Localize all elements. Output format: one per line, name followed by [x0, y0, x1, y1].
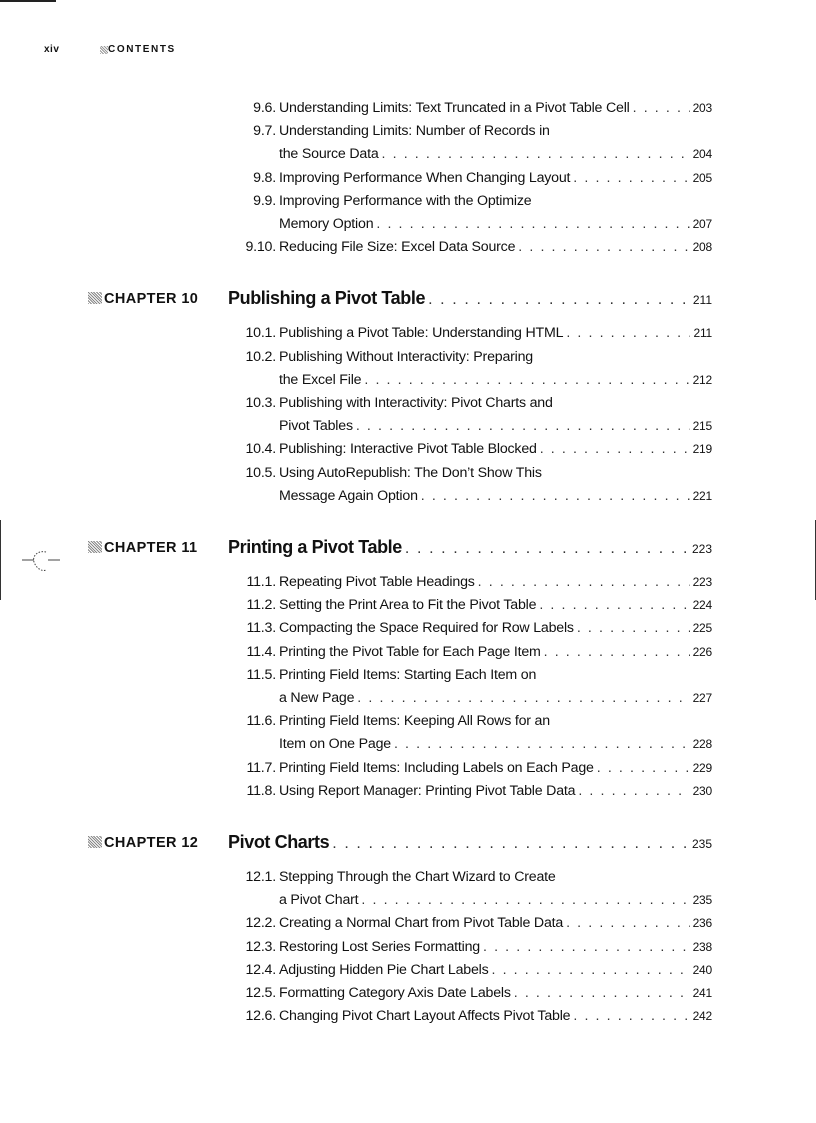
- running-head-label: CONTENTS: [108, 44, 176, 55]
- toc-entry-line: [279, 759, 712, 777]
- toc-entry-line: [279, 689, 712, 707]
- toc-entry-page: 225: [692, 621, 712, 636]
- toc-entry-line: [279, 348, 712, 366]
- toc-entry-line: [279, 961, 712, 979]
- toc-entry-number: 11.6.: [246, 713, 276, 730]
- toc-entry-title: Improving Performance with the Optimize: [279, 192, 532, 209]
- registration-mark-icon: [20, 548, 60, 578]
- toc-entry-page: 224: [692, 598, 712, 613]
- chapter-title-line: [228, 831, 712, 855]
- chapter-page: 211: [692, 293, 712, 308]
- toc-entry-title: Compacting the Space Required for Row Labels: [279, 620, 574, 637]
- toc-entry-line: [279, 666, 712, 684]
- toc-entry-page: 238: [692, 939, 712, 954]
- head-bullet-icon: [100, 46, 108, 54]
- chapter-bullet-icon: [88, 292, 102, 304]
- toc-entry-title: Message Again Option: [279, 487, 418, 504]
- page-folio: xiv: [44, 44, 60, 55]
- toc-entry-line: [279, 643, 712, 661]
- toc-entry-number: 10.1.: [245, 325, 276, 342]
- toc-entry-page: 242: [692, 1009, 712, 1024]
- toc-entry-line: [279, 371, 712, 389]
- dot-leader: [332, 833, 689, 855]
- toc-entry-title: a Pivot Chart: [279, 892, 359, 909]
- toc-entry-page: 203: [692, 101, 712, 115]
- toc-entry-line: [279, 417, 712, 435]
- dot-leader: [376, 215, 689, 233]
- toc-entry-page: 235: [692, 893, 712, 908]
- toc-entry-page: 241: [692, 986, 712, 1000]
- dot-leader: [518, 238, 689, 256]
- chapter-label-text: CHAPTER 11: [104, 540, 198, 556]
- toc-entry-number: 10.2.: [245, 348, 276, 365]
- toc-entry-number: 11.7.: [246, 759, 276, 776]
- toc-entry-title: Creating a Normal Chart from Pivot Table Data: [279, 915, 564, 932]
- toc-entry-title: Formatting Category Axis Date Labels: [279, 985, 511, 1001]
- chapter-label-text: CHAPTER 12: [104, 835, 199, 851]
- toc-entry-title: Adjusting Hidden Pie Chart Labels: [279, 961, 489, 978]
- dot-leader: [633, 99, 690, 117]
- toc-entry-line: [279, 324, 712, 342]
- toc-entry-line: [279, 596, 712, 614]
- toc-entry-title: Publishing: Interactive Pivot Table Blocked: [279, 441, 537, 458]
- toc-entry-title: Printing Field Items: Starting Each Item on: [279, 666, 537, 683]
- toc-entry-line: [279, 619, 712, 637]
- dot-leader: [514, 984, 690, 1002]
- toc-entry-page: 226: [692, 644, 712, 659]
- dot-leader: [544, 643, 690, 661]
- toc-entry-line: [279, 735, 712, 753]
- toc-entry-title: Stepping Through the Chart Wizard to Create: [279, 869, 556, 885]
- dot-leader: [573, 1007, 689, 1025]
- toc-entry-page: 228: [692, 737, 712, 752]
- toc-entry-page: 240: [692, 962, 712, 977]
- dot-leader: [566, 324, 690, 342]
- toc-entry-number: 12.2.: [245, 915, 276, 932]
- dot-leader: [382, 145, 690, 163]
- toc-entry-title: Restoring Lost Series Formatting: [279, 938, 480, 955]
- toc-entry-line: [279, 914, 712, 932]
- toc-entry-line: [279, 394, 712, 412]
- toc-entry-line: [279, 215, 712, 233]
- toc-entry-line: [279, 440, 712, 458]
- toc-entry-line: [279, 1007, 712, 1025]
- chapter-title: Printing a Pivot Table: [228, 537, 402, 557]
- toc-entry-number: 10.5.: [245, 464, 276, 481]
- toc-entry-page: 207: [692, 216, 712, 231]
- dot-leader: [405, 538, 689, 560]
- chapter-page: 223: [691, 542, 712, 556]
- chapter-label: [88, 833, 198, 853]
- toc-entry-title: Memory Option: [279, 215, 374, 232]
- dot-leader: [361, 891, 689, 909]
- toc-entry-page: 223: [692, 575, 712, 589]
- toc-entry-line: [279, 99, 712, 117]
- toc-entry-page: 229: [692, 760, 712, 775]
- chapter-bullet-icon: [88, 541, 102, 553]
- toc-entry-title: Understanding Limits: Text Truncated in a Pivot Table Cell: [279, 100, 630, 116]
- toc-entry-page: 215: [692, 419, 712, 434]
- dot-leader: [364, 371, 689, 389]
- toc-entry-page: 221: [692, 488, 712, 503]
- top-rule: [0, 0, 56, 2]
- toc-entry-title: Item on One Page: [279, 736, 391, 753]
- toc-entry-line: [279, 238, 712, 256]
- dot-leader: [577, 619, 690, 637]
- toc-entry-number: 11.3.: [246, 620, 276, 637]
- dot-leader: [540, 440, 690, 458]
- dot-leader: [597, 759, 690, 777]
- dot-leader: [478, 573, 690, 591]
- dot-leader: [421, 487, 690, 505]
- toc-entry-title: Publishing Without Interactivity: Preparing: [279, 348, 533, 365]
- toc-entry-line: [279, 984, 712, 1002]
- dot-leader: [394, 735, 690, 753]
- toc-entry-page: 219: [692, 442, 712, 457]
- toc-entry-title: Publishing a Pivot Table: Understanding HTML: [279, 325, 564, 342]
- toc-entry-page: 227: [692, 690, 712, 705]
- dot-leader: [428, 289, 690, 311]
- toc-entry-line: [279, 122, 712, 140]
- toc-entry-page: 208: [692, 240, 712, 255]
- dot-leader: [492, 961, 690, 979]
- toc-entry-title: a New Page: [279, 689, 355, 706]
- chapter-title: Publishing a Pivot Table: [228, 288, 426, 309]
- toc-entry-page: 230: [692, 783, 712, 798]
- dot-leader: [357, 689, 689, 707]
- toc-entry-line: [279, 938, 712, 956]
- chapter-title: Pivot Charts: [228, 832, 330, 852]
- chapter-bullet-icon: [88, 836, 102, 848]
- toc-entry-title: Using AutoRepublish: The Don’t Show This: [279, 464, 542, 481]
- toc-entry-line: [279, 169, 712, 187]
- toc-entry-page: 211: [693, 326, 712, 341]
- toc-entry-number: 12.6.: [245, 1008, 276, 1025]
- toc-entry-line: [279, 573, 712, 591]
- toc-entry-line: [279, 782, 712, 800]
- toc-entry-page: 212: [692, 372, 712, 387]
- toc-entry-title: Reducing File Size: Excel Data Source: [279, 239, 516, 256]
- toc-entry-number: 12.4.: [245, 961, 276, 978]
- toc-entry-number: 12.3.: [245, 938, 276, 955]
- chapter-title-line: [228, 536, 712, 560]
- toc-entry-number: 10.3.: [245, 395, 276, 411]
- toc-entry-page: 236: [692, 916, 712, 931]
- toc-entry-title: Pivot Tables: [279, 418, 353, 435]
- toc-entry-title: Understanding Limits: Number of Records in: [279, 123, 550, 140]
- toc-entry-number: 11.1.: [246, 574, 276, 590]
- dot-leader: [566, 914, 690, 932]
- toc-entry-page: 204: [692, 147, 712, 162]
- toc-entry-number: 9.6.: [253, 100, 276, 116]
- toc-entry-number: 9.8.: [253, 169, 276, 186]
- toc-entry-title: Printing the Pivot Table for Each Page Item: [279, 643, 541, 660]
- toc-entry-number: 11.2.: [246, 597, 276, 614]
- toc-entry-line: [279, 891, 712, 909]
- dot-leader: [573, 169, 689, 187]
- toc-entry-line: [279, 487, 712, 505]
- toc-entry-title: Printing Field Items: Including Labels on Each Page: [279, 759, 594, 776]
- toc-entry-title: Printing Field Items: Keeping All Rows for an: [279, 713, 550, 730]
- toc-entry-number: 9.7.: [253, 123, 276, 140]
- toc-entry-title: the Excel File: [279, 371, 362, 388]
- dot-leader: [483, 938, 690, 956]
- toc-entry-number: 9.10.: [245, 239, 276, 256]
- toc-entry-number: 11.8.: [246, 782, 276, 799]
- toc-entry-title: Setting the Print Area to Fit the Pivot Table: [279, 597, 537, 614]
- toc-entry-number: 12.1.: [245, 869, 276, 885]
- toc-entry-title: Improving Performance When Changing Layout: [279, 169, 571, 186]
- toc-entry-title: the Source Data: [279, 146, 379, 163]
- toc-entry-line: [279, 192, 712, 210]
- dot-leader: [539, 596, 689, 614]
- chapter-page: 235: [691, 837, 712, 851]
- toc-entry-title: Using Report Manager: Printing Pivot Table Data: [279, 782, 576, 799]
- toc-entry-line: [279, 464, 712, 482]
- chapter-label-text: CHAPTER 10: [104, 291, 199, 308]
- chapter-label: [88, 289, 198, 309]
- toc-entry-title: Changing Pivot Chart Layout Affects Pivot Table: [279, 1008, 571, 1025]
- toc-entry-number: 10.4.: [245, 441, 276, 458]
- chapter-title-line: [228, 287, 712, 311]
- dot-leader: [578, 782, 689, 800]
- crop-mark-left: [0, 520, 1, 600]
- toc-entry-line: [279, 712, 712, 730]
- toc-entry-line: [279, 868, 712, 886]
- chapter-label: [88, 538, 197, 558]
- toc-entry-number: 12.5.: [245, 985, 276, 1001]
- toc-entry-number: 9.9.: [253, 192, 276, 209]
- dot-leader: [356, 417, 690, 435]
- toc-entry-title: Publishing with Interactivity: Pivot Charts and: [279, 395, 553, 411]
- toc-entry-line: [279, 145, 712, 163]
- toc-entry-page: 205: [692, 170, 712, 185]
- toc-entry-title: Repeating Pivot Table Headings: [279, 574, 475, 590]
- toc-entry-number: 11.5.: [246, 666, 276, 683]
- toc-entry-number: 11.4.: [246, 643, 276, 660]
